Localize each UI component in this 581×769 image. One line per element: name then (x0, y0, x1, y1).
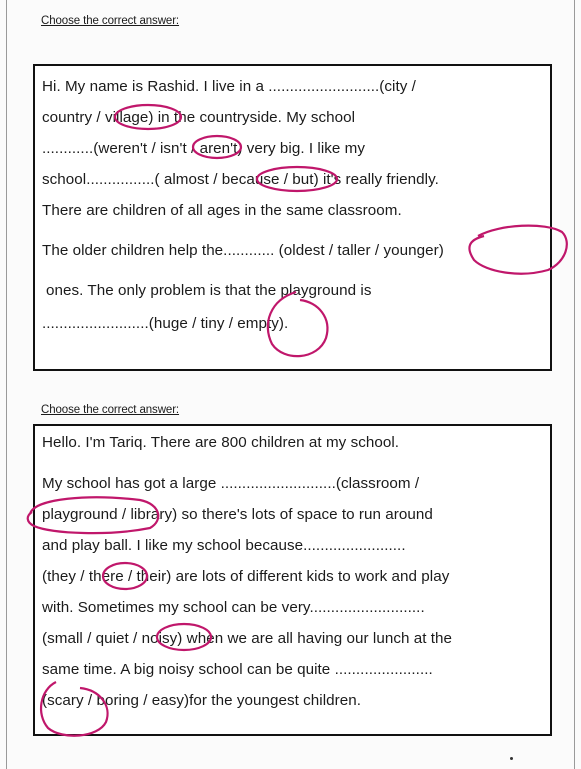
exercise-1-line-2: country / village) in the countryside. My school (42, 109, 356, 126)
exercise-2-line-3: playground / library) so there's lots of space to run around (42, 506, 433, 523)
exercise-1-line-4: school................( almost / because / but) it's really friendly. (42, 171, 439, 188)
exercise-2-line-2: My school has got a large ...........................(classroom / (42, 475, 420, 492)
exercise-1-heading: Choose the correct answer: (41, 15, 180, 27)
exercise-2-line-5: (they / there / their) are lots of different kids to work and play (42, 568, 450, 585)
exercise-2-line-9: (scary / boring / easy)for the youngest children. (42, 692, 362, 709)
page-edge-right (574, 0, 575, 769)
exercise-2-line-4: and play ball. I like my school because........................ (42, 537, 406, 554)
exercise-2-line-7: (small / quiet / noisy) when we are all having our lunch at the (42, 630, 453, 647)
exercise-1-line-1: Hi. My name is Rashid. I live in a ..........................(city / (42, 78, 416, 95)
exercise-2-line-6: with. Sometimes my school can be very........................... (42, 599, 425, 616)
exercise-1-line-6: The older children help the............ (oldest / taller / younger) (42, 242, 444, 259)
exercise-2-line-1: Hello. I'm Tariq. There are 800 children at my school. (42, 434, 400, 451)
exercise-1-line-7: ones. The only problem is that the playground is (46, 282, 372, 299)
exercise-2-heading: Choose the correct answer: (41, 404, 180, 416)
exercise-1-line-5: There are children of all ages in the same classroom. (42, 202, 402, 219)
exercise-2-line-8: same time. A big noisy school can be quite ....................... (42, 661, 433, 678)
exercise-1-box (33, 64, 552, 371)
stray-dot (510, 757, 513, 760)
exercise-1-line-8: .........................(huge / tiny / empty). (42, 315, 289, 332)
exercise-2-box (33, 424, 552, 736)
page-edge-left (6, 0, 7, 769)
exercise-1-line-3: ............(weren't / isn't / aren't) very big. I like my (42, 140, 366, 157)
